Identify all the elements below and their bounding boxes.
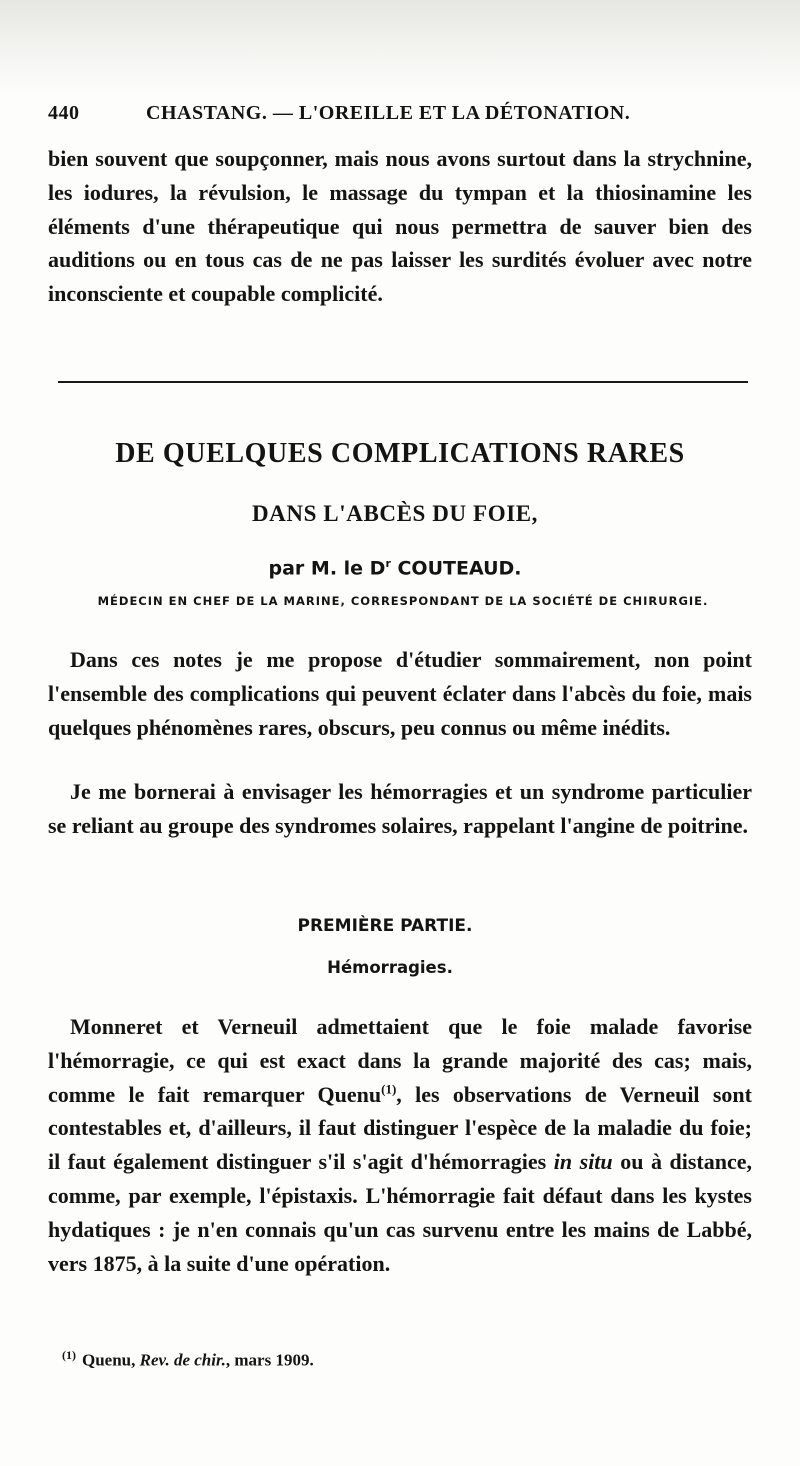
body-paragraph — [48, 1010, 752, 1280]
previous-article-closing-paragraph: bien souvent que soupçonner, mais nous avons surtout dans la strychnine, les iodures, la révulsion, le massage du tympan et la thiosinamine les éléments d'une thérapeutique qui nous permettra de sauver bien des auditions ou en tous cas de ne pas laisser les surdités évoluer avec notre inconsciente et coupable complicité. — [48, 146, 752, 307]
footnote-author: Quenu, — [82, 1350, 140, 1370]
byline-superscript: r — [385, 557, 391, 570]
article-title: DE QUELQUES COMPLICATIONS RARES — [115, 438, 685, 469]
footnote-mark: (1) — [62, 1348, 76, 1362]
footnote — [62, 1348, 314, 1371]
body-italic-term: in situ — [553, 1149, 613, 1175]
footnote-reference[interactable]: (1) — [381, 1081, 397, 1097]
section-divider-rule — [58, 381, 748, 383]
section-heading: PREMIÈRE PARTIE. — [297, 916, 473, 936]
body-text-part-3: ou à distance, comme, par exemple, l'épistaxis. L'hémorragie fait défaut dans les kystes hydatiques : je n'en connais qu'un cas survenu entre les mains de Labbé, vers 1875, à la suite d'une opération. — [48, 1149, 752, 1276]
page-number: 440 — [48, 102, 80, 124]
author-affiliation: MÉDECIN EN CHEF DE LA MARINE, CORRESPONDANT DE LA SOCIÉTÉ DE CHIRURGIE. — [97, 594, 709, 608]
page-header — [48, 102, 758, 134]
byline-prefix: par M. le D — [268, 557, 386, 580]
intro-paragraph-1: Dans ces notes je me propose d'étudier sommairement, non point l'ensemble des complications qui peuvent éclater dans l'abcès du foie, mais quelques phénomènes rares, obscurs, peu connus ou même inédits. — [48, 647, 752, 740]
body-text-part-2: , les observations de Verneuil sont contestables et, d'ailleurs, il faut distinguer l'espèce de la maladie du foie; il faut également distinguer s'il s'agit d'hémorragies — [48, 1081, 752, 1175]
article-byline — [0, 557, 790, 579]
footnote-journal: Rev. de chir. — [139, 1350, 226, 1370]
subsection-heading: Hémorragies. — [327, 958, 453, 977]
scan-edge-shading — [0, 0, 800, 95]
footnote-date: , mars 1909. — [225, 1350, 314, 1370]
intro-paragraph-2: Je me bornerai à envisager les hémorragies et un syndrome particulier se reliant au groupe des syndromes solaires, rappelant l'angine de poitrine. — [48, 779, 752, 838]
running-title: CHASTANG. — L'OREILLE ET LA DÉTONATION. — [146, 102, 631, 124]
body-text-part-1: Monneret et Verneuil admettaient que le foie malade favorise l'hémorragie, ce qui est exact dans la grande majorité des cas; mais, comme le fait remarquer Quenu — [48, 1014, 752, 1107]
article-subtitle: DANS L'ABCÈS DU FOIE, — [251, 501, 539, 526]
byline-author: COUTEAUD. — [390, 557, 522, 580]
